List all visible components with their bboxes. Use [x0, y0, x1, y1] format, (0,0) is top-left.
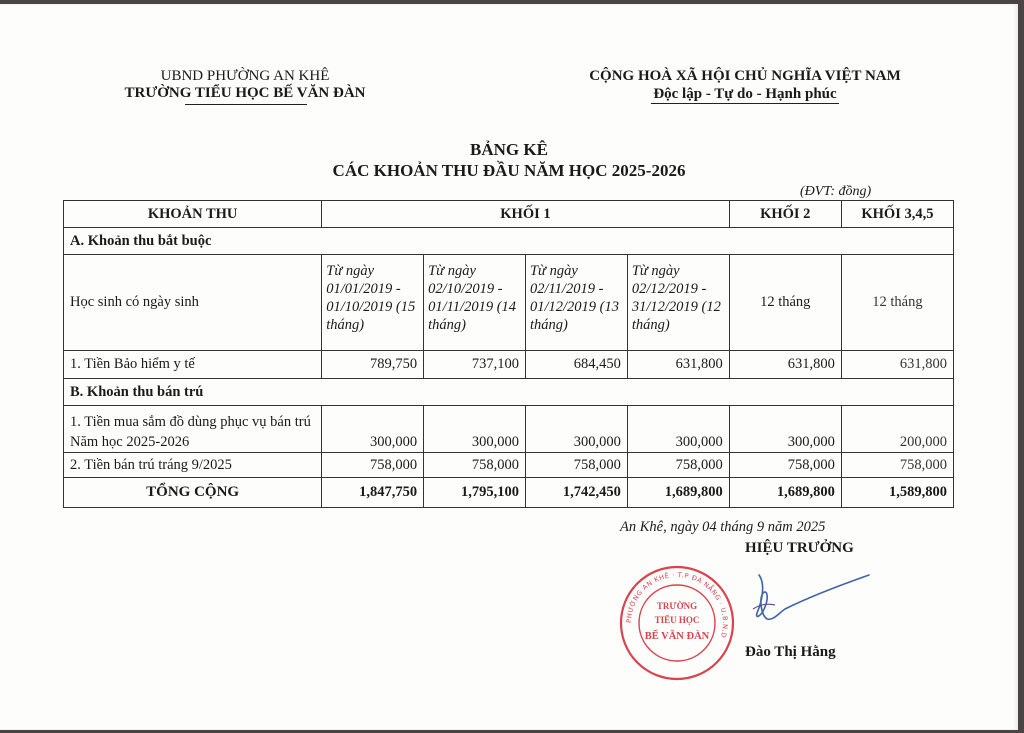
row-label: 2. Tiền bán trú tráng 9/2025 [64, 453, 322, 478]
header-grade345: KHỐI 3,4,5 [841, 201, 953, 228]
document-subtitle: CÁC KHOẢN THU ĐẦU NĂM HỌC 2025-2026 [332, 161, 686, 180]
table-row [64, 406, 954, 453]
table-row [64, 351, 954, 379]
section-b-label: B. Khoản thu bán trú [64, 379, 954, 406]
value-cell: 300,000 [424, 406, 526, 453]
school-name-text: TRƯỜNG TIỂU HỌC BẾ VĂN ĐÀN [124, 85, 366, 101]
stamp-center-line2: TIỂU HỌC [654, 615, 700, 625]
value-cell: 631,800 [729, 351, 841, 379]
stamp-center-line3: BẾ VĂN ĐÀN [644, 631, 710, 642]
value-cell: 758,000 [627, 453, 729, 478]
total-cell: 1,689,800 [729, 478, 841, 508]
row-label: Học sinh có ngày sinh [64, 255, 322, 351]
stamp-ring-textpath: PHƯỜNG AN KHÊ · T.P ĐÀ NẴNG · U.B.N.D [624, 570, 730, 639]
header-grade2: KHỐI 2 [729, 201, 841, 228]
row-label: 1. Tiền Bảo hiểm y tế [64, 351, 322, 379]
value-cell: 758,000 [841, 453, 953, 478]
grade345-duration: 12 tháng [841, 255, 953, 351]
header-grade1: KHỐI 1 [322, 201, 729, 228]
value-cell: 758,000 [729, 453, 841, 478]
table-header-row [64, 201, 954, 228]
signature-stroke [757, 575, 869, 619]
dob-range-cell: Từ ngày 02/10/2019 - 01/11/2019 (14 tháng) [424, 255, 526, 351]
dob-range-cell: Từ ngày 02/12/2019 - 31/12/2019 (12 tháng) [627, 255, 729, 351]
signer-name: Đào Thị Hằng [745, 644, 836, 660]
signer-role: HIỆU TRƯỞNG [745, 540, 854, 556]
section-a-label: A. Khoản thu bắt buộc [64, 228, 954, 255]
total-label: TỔNG CỘNG [64, 478, 322, 508]
total-cell: 1,742,450 [525, 478, 627, 508]
document-title: BẢNG KÊ [470, 140, 548, 159]
unit-note: (ĐVT: đồng) [800, 184, 872, 199]
value-cell: 631,800 [627, 351, 729, 379]
value-cell: 758,000 [525, 453, 627, 478]
row-label: 1. Tiền mua sắm đồ dùng phục vụ bán trú Năm học 2025-2026 [64, 406, 322, 453]
header-item: KHOẢN THU [64, 201, 322, 228]
header-left [105, 68, 385, 102]
value-cell: 758,000 [322, 453, 424, 478]
value-cell: 631,800 [841, 351, 953, 379]
section-row [64, 379, 954, 406]
value-cell: 200,000 [841, 406, 953, 453]
table-row [64, 255, 954, 351]
dob-range-cell: Từ ngày 01/01/2019 - 01/10/2019 (15 tháng) [322, 255, 424, 351]
header-right [560, 68, 930, 104]
document-page [0, 4, 1018, 730]
grade2-duration: 12 tháng [729, 255, 841, 351]
value-cell: 758,000 [424, 453, 526, 478]
section-row [64, 228, 954, 255]
dob-range-cell: Từ ngày 02/11/2019 - 01/12/2019 (13 tháng) [525, 255, 627, 351]
table-row [64, 453, 954, 478]
nation-name: CỘNG HOÀ XÃ HỘI CHỦ NGHĨA VIỆT NAM [589, 68, 901, 84]
value-cell: 300,000 [525, 406, 627, 453]
place-date: An Khê, ngày 04 tháng 9 năm 2025 [620, 519, 826, 535]
value-cell: 684,450 [525, 351, 627, 379]
nation-motto: Độc lập - Tự do - Hạnh phúc [653, 86, 837, 102]
value-cell: 300,000 [729, 406, 841, 453]
value-cell: 737,100 [424, 351, 526, 379]
total-cell: 1,795,100 [424, 478, 526, 508]
authority-name: UBND PHƯỜNG AN KHÊ [160, 68, 330, 84]
total-cell: 1,847,750 [322, 478, 424, 508]
handwritten-signature [745, 569, 875, 629]
fee-table [63, 200, 954, 508]
value-cell: 300,000 [322, 406, 424, 453]
value-cell: 300,000 [627, 406, 729, 453]
total-cell: 1,689,800 [627, 478, 729, 508]
school-underline [185, 104, 307, 105]
school-name [105, 85, 385, 102]
total-row [64, 478, 954, 508]
total-cell: 1,589,800 [841, 478, 953, 508]
value-cell: 789,750 [322, 351, 424, 379]
official-stamp [618, 564, 736, 682]
stamp-center-line1: TRƯỜNG [656, 601, 698, 611]
